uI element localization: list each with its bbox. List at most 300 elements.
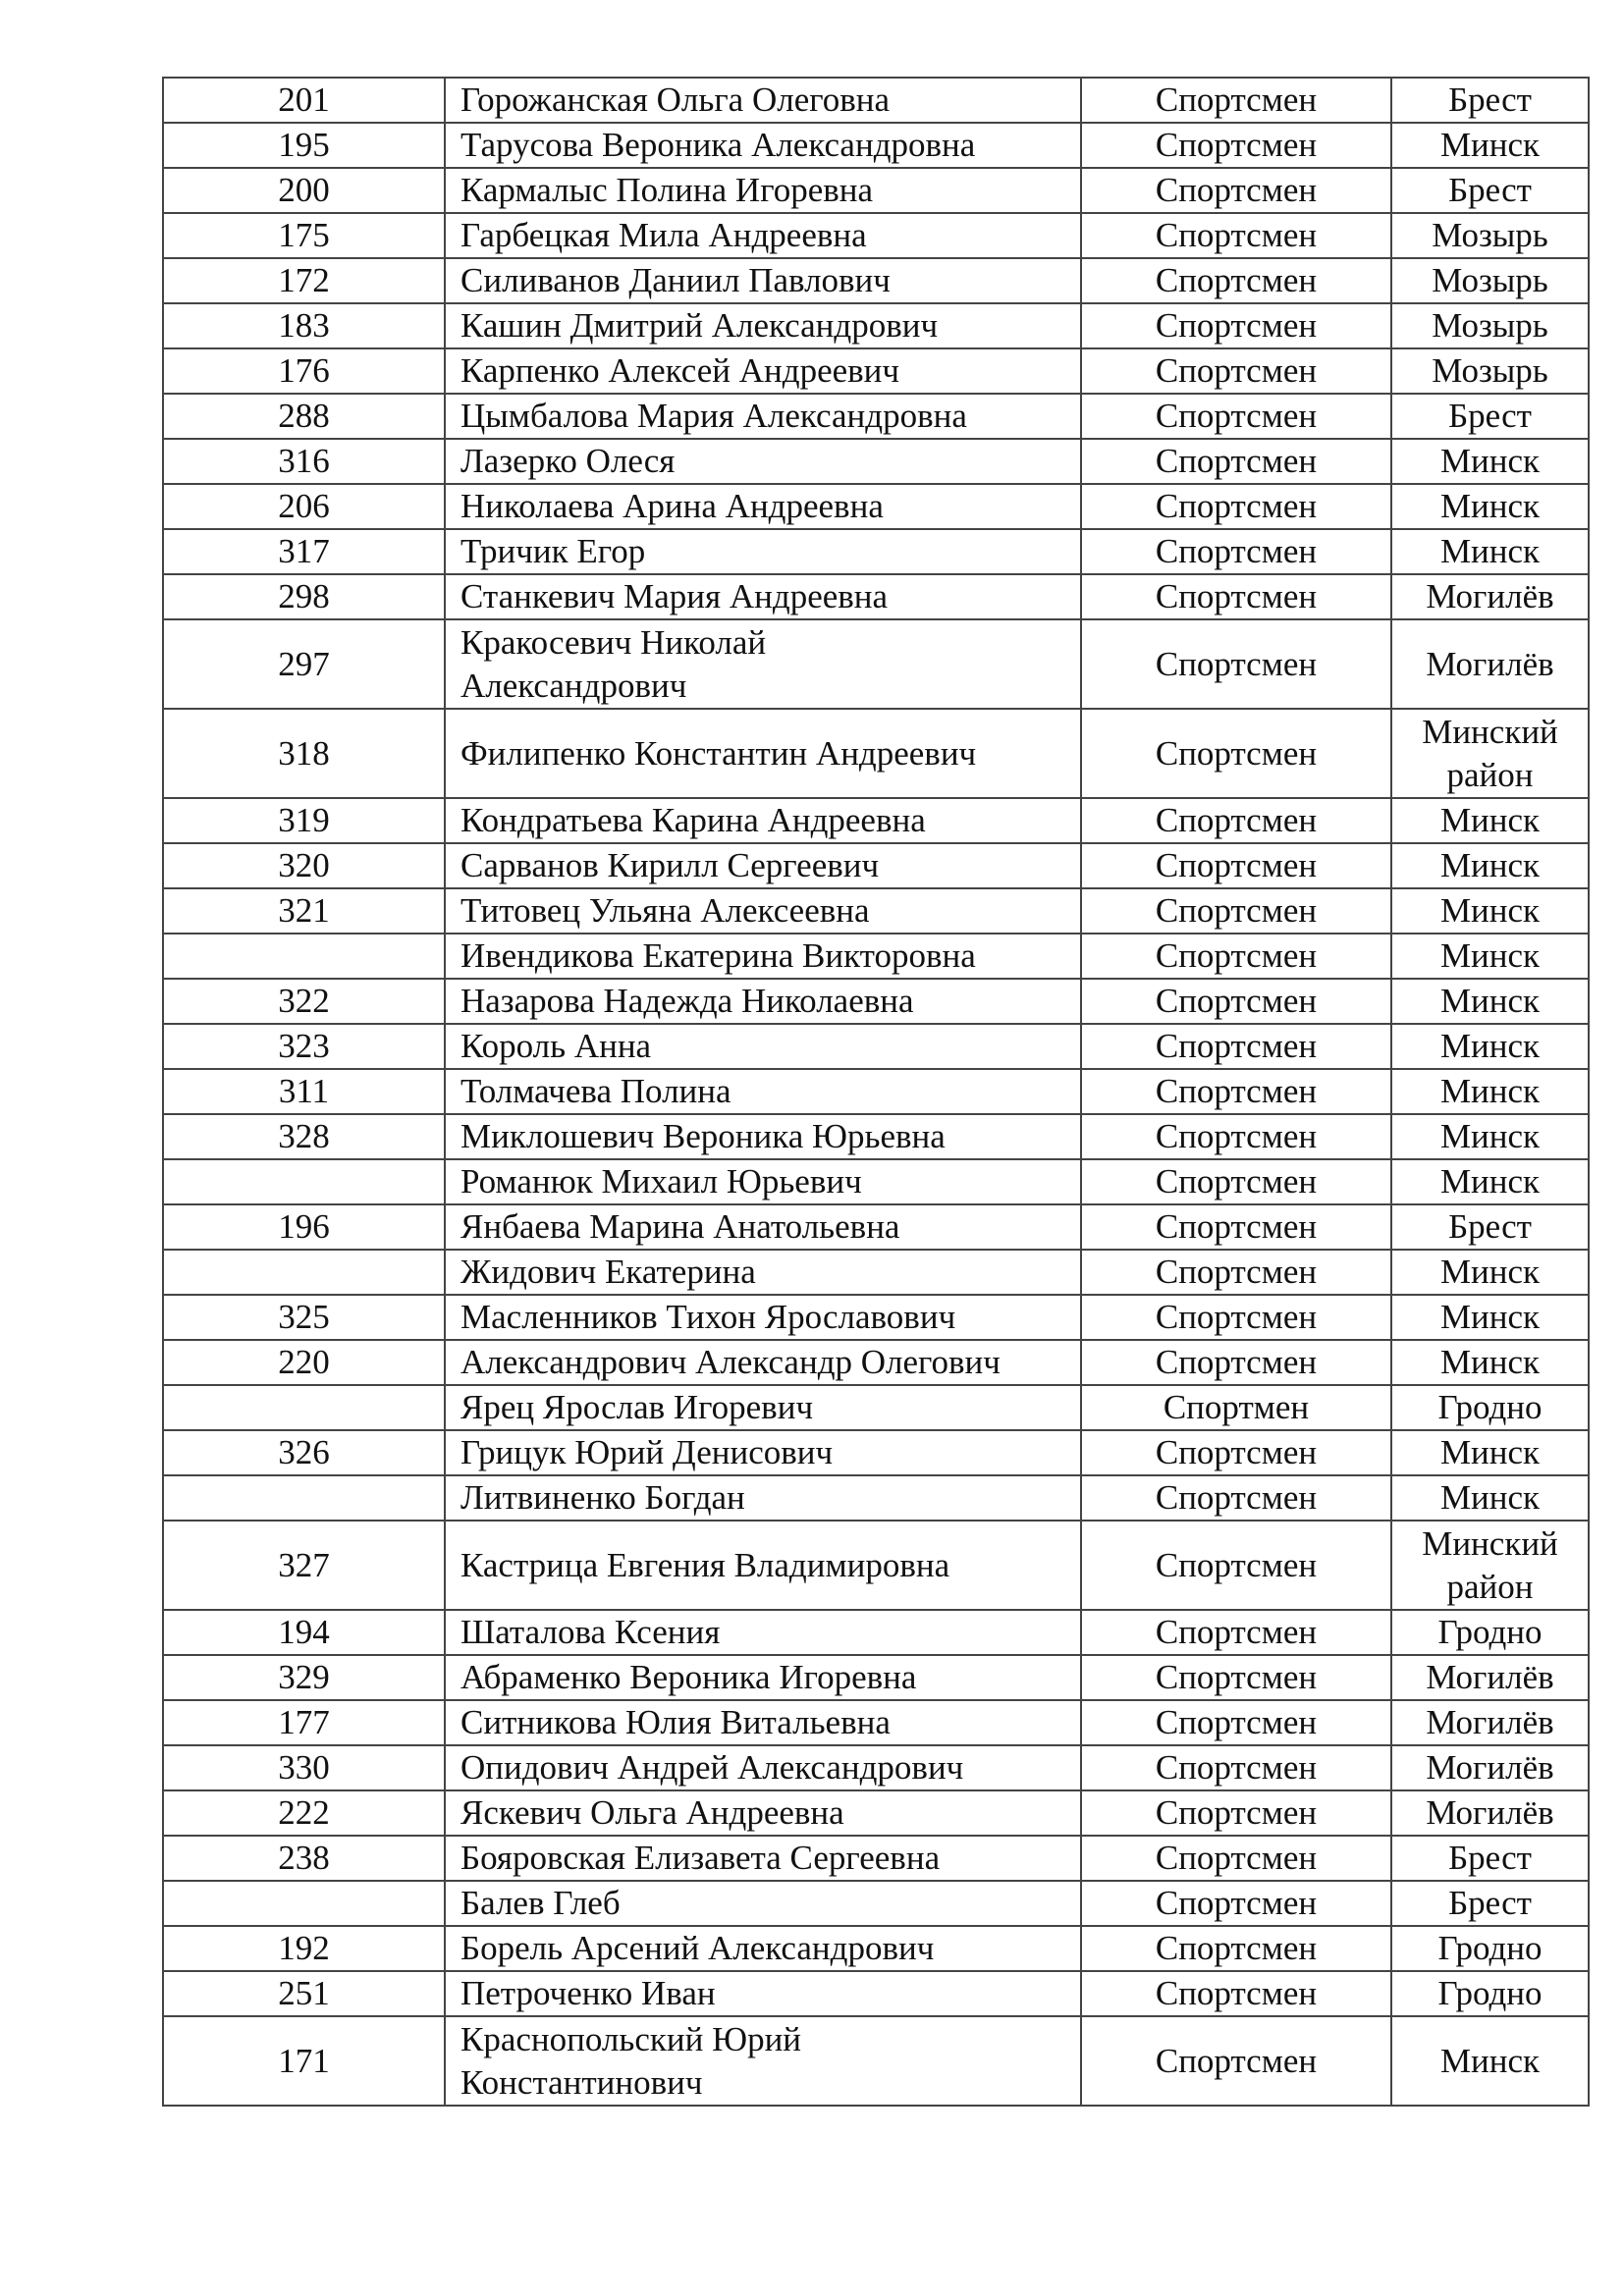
table-row [163,348,1589,394]
participant-name-cell [445,1790,1081,1836]
participant-name-cell [445,1159,1081,1204]
participant-role-cell-text: Спортсмен [1155,2041,1318,2080]
participant-role-cell [1081,1655,1391,1700]
participant-name-cell-text: Константинович [460,2062,703,2102]
participant-role-cell [1081,303,1391,348]
participant-role-cell [1081,1340,1391,1385]
participant-number-cell [163,1836,445,1881]
table-row [163,1655,1589,1700]
participants-table [162,77,1590,2107]
participant-name-cell [445,1700,1081,1745]
participant-name-cell [445,709,1081,798]
participant-name-cell-text: Ярец Ярослав Игоревич [460,1388,814,1426]
participant-number-cell [163,1430,445,1475]
participant-city-cell-text: Гродно [1437,1388,1543,1426]
participant-role-cell-text: Спортсмен [1155,1884,1318,1922]
participant-number-cell [163,798,445,843]
participant-role-cell-text: Спортсмен [1155,891,1318,930]
participant-number-cell-text: 316 [278,442,330,480]
participant-name-cell [445,1521,1081,1610]
participant-number-cell [163,574,445,619]
participant-number-cell-text: 325 [278,1298,330,1336]
participant-name-cell-text: Цымбалова Мария Александровна [460,397,967,435]
participant-name-cell-text: Назарова Надежда Николаевна [460,982,914,1020]
participant-name-cell-text: Тарусова Вероника Александровна [460,126,976,164]
participant-role-cell [1081,1295,1391,1340]
participant-number-cell [163,619,445,709]
participant-city-cell-text: Минск [1439,1433,1541,1471]
participant-number-cell-text: 183 [278,306,330,345]
participant-role-cell [1081,619,1391,709]
participant-name-cell [445,168,1081,213]
participant-name-cell [445,1295,1081,1340]
participant-name-cell-text: Король Анна [460,1027,652,1065]
participant-role-cell-text: Спортсмен [1155,261,1318,299]
participant-name-cell-text: Александрович Александр Олегович [460,1343,1001,1381]
participant-city-cell [1391,574,1589,619]
participant-role-cell-text: Спортсмен [1155,733,1318,773]
participant-number-cell [163,78,445,123]
participant-city-cell-text: Могилёв [1426,1748,1554,1787]
participant-name-cell-text: Масленников Тихон Ярославович [460,1298,956,1336]
participant-number-cell-text: 172 [278,261,330,299]
participant-role-cell [1081,1475,1391,1521]
table-row [163,798,1589,843]
participant-number-cell [163,1250,445,1295]
participant-role-cell [1081,843,1391,888]
participant-name-cell-text: Кастрица Евгения Владимировна [460,1545,950,1584]
participant-number-cell-text: 330 [278,1748,330,1787]
participant-number-cell-text: 323 [278,1027,330,1065]
table-row [163,574,1589,619]
participant-name-cell-text: Титовец Ульяна Алексеевна [460,891,870,930]
participant-role-cell-text: Спортсмен [1155,1433,1318,1471]
participant-city-cell-text: Могилёв [1426,577,1554,615]
participant-name-cell-text: Сарванов Кирилл Сергеевич [460,846,880,884]
participant-number-cell [163,1790,445,1836]
participant-role-cell [1081,934,1391,979]
participant-name-cell [445,213,1081,258]
participant-city-cell-text: Минск [1439,126,1541,164]
table-row [163,1881,1589,1926]
participant-city-cell-text: Мозырь [1432,306,1548,345]
participant-number-cell-text: 194 [278,1613,330,1651]
participant-city-cell-text: Минск [1439,982,1541,1020]
participant-number-cell [163,979,445,1024]
participant-city-cell-text: Брест [1448,1884,1532,1922]
participant-number-cell [163,1069,445,1114]
participant-city-cell [1391,78,1589,123]
participant-city-cell-text: Минск [1439,1253,1541,1291]
participant-number-cell [163,1745,445,1790]
participant-name-cell [445,78,1081,123]
participant-name-cell-text: Гарбецкая Мила Андреевна [460,216,867,254]
participant-role-cell [1081,168,1391,213]
participant-name-cell [445,2016,1081,2106]
participant-city-cell [1391,1385,1589,1430]
participant-role-cell-text: Спортсмен [1155,1253,1318,1291]
participant-number-cell [163,303,445,348]
participant-role-cell [1081,1521,1391,1610]
participant-city-cell [1391,1971,1589,2016]
participant-number-cell-text: 321 [278,891,330,930]
participant-city-cell-text: Гродно [1437,1929,1543,1967]
participant-city-cell-text: Мозырь [1432,261,1548,299]
participant-city-cell-text: Могилёв [1426,644,1554,683]
participant-city-cell [1391,1610,1589,1655]
participant-number-cell [163,1114,445,1159]
participant-city-cell-text: Минск [1439,1478,1541,1517]
participant-city-cell [1391,798,1589,843]
participant-role-cell-text: Спортсмен [1155,306,1318,345]
participant-number-cell-text: 238 [278,1839,330,1877]
participant-city-cell-text: Минск [1439,891,1541,930]
participant-role-cell-text: Спортсмен [1155,846,1318,884]
participant-name-cell-text: Жидович Екатерина [460,1253,756,1291]
participant-role-cell-text: Спортсмен [1155,487,1318,525]
table-row [163,979,1589,1024]
participant-number-cell [163,1521,445,1610]
participant-number-cell [163,1204,445,1250]
participant-number-cell-text: 319 [278,801,330,839]
participant-name-cell [445,888,1081,934]
table-row [163,1024,1589,1069]
participant-number-cell [163,1700,445,1745]
participant-number-cell [163,394,445,439]
participant-city-cell-text: Минск [1439,442,1541,480]
participant-name-cell [445,1340,1081,1385]
participant-role-cell-text: Спортсмен [1155,351,1318,390]
participant-role-cell-text: Спортсмен [1155,1072,1318,1110]
table-row [163,1790,1589,1836]
participant-number-cell [163,529,445,574]
participant-name-cell [445,1881,1081,1926]
participant-name-cell-text: Станкевич Мария Андреевна [460,577,889,615]
table-row [163,1114,1589,1159]
participant-number-cell-text: 220 [278,1343,330,1381]
participant-number-cell-text: 297 [278,644,330,683]
participant-city-cell-text: Минск [1439,1343,1541,1381]
participant-name-cell-text: Янбаева Марина Анатольевна [460,1207,900,1246]
participant-name-cell [445,574,1081,619]
participant-role-cell-text: Спортсмен [1155,1613,1318,1651]
participant-city-cell-text: Минск [1439,936,1541,975]
table-row [163,1745,1589,1790]
participant-role-cell [1081,1836,1391,1881]
participant-city-cell-text: Могилёв [1426,1658,1554,1696]
participant-name-cell-text: Николаева Арина Андреевна [460,487,884,525]
participant-role-cell-text: Спортсмен [1155,577,1318,615]
participant-city-cell-text: Брест [1448,397,1532,435]
participant-number-cell-text: 322 [278,982,330,1020]
participant-name-cell-text: Александрович [460,666,687,705]
participant-city-cell [1391,1655,1589,1700]
participant-number-cell [163,1926,445,1971]
participant-name-cell-text: Грицук Юрий Денисович [460,1433,834,1471]
participant-name-cell-text: Бояровская Елизавета Сергеевна [460,1839,941,1877]
participant-role-cell-text: Спортсмен [1155,801,1318,839]
participant-name-cell-text: Литвиненко Богдан [460,1478,745,1517]
participant-role-cell-text: Спортсмен [1155,442,1318,480]
participant-city-cell-text: Мозырь [1432,351,1548,390]
participant-role-cell [1081,78,1391,123]
participant-name-cell [445,1385,1081,1430]
participant-number-cell-text: 201 [278,80,330,119]
participant-role-cell-text: Спортсмен [1155,1703,1318,1741]
participant-city-cell [1391,394,1589,439]
participant-role-cell-text: Спортсмен [1155,1793,1318,1832]
participant-name-cell [445,1430,1081,1475]
table-row [163,1521,1589,1610]
participant-number-cell-text: 175 [278,216,330,254]
participant-city-cell-text: район [1446,755,1534,794]
participant-role-cell-text: Спортсмен [1155,1027,1318,1065]
participant-role-cell [1081,979,1391,1024]
participant-city-cell-text: Брест [1448,80,1532,119]
participant-city-cell [1391,1745,1589,1790]
participant-city-cell-text: Минск [1439,487,1541,525]
participant-number-cell [163,1881,445,1926]
participant-name-cell [445,394,1081,439]
table-row [163,484,1589,529]
participant-role-cell-text: Спортсмен [1155,80,1318,119]
participant-role-cell [1081,1700,1391,1745]
participant-role-cell-text: Спортмен [1163,1388,1310,1426]
participant-city-cell [1391,934,1589,979]
participant-city-cell-text: Минск [1439,1072,1541,1110]
participant-number-cell-text: 298 [278,577,330,615]
participant-role-cell-text: Спортсмен [1155,1839,1318,1877]
participant-number-cell [163,1655,445,1700]
participant-city-cell-text: Минск [1439,1298,1541,1336]
participant-role-cell [1081,1024,1391,1069]
participant-name-cell [445,484,1081,529]
participant-role-cell-text: Спортсмен [1155,1658,1318,1696]
participant-number-cell-text: 327 [278,1545,330,1584]
participant-role-cell [1081,709,1391,798]
participant-name-cell [445,258,1081,303]
participant-city-cell [1391,1926,1589,1971]
participant-role-cell-text: Спортсмен [1155,644,1318,683]
participant-city-cell [1391,1836,1589,1881]
participant-name-cell [445,798,1081,843]
participant-name-cell-text: Краснопольский Юрий [460,2019,802,2058]
participant-city-cell [1391,979,1589,1024]
participant-name-cell-text: Силиванов Даниил Павлович [460,261,891,299]
participant-name-cell [445,619,1081,709]
participant-name-cell [445,1971,1081,2016]
table-row [163,1069,1589,1114]
participant-city-cell [1391,1700,1589,1745]
participant-city-cell-text: Минск [1439,801,1541,839]
participant-city-cell [1391,709,1589,798]
participant-name-cell-text: Карпенко Алексей Андреевич [460,351,900,390]
participant-number-cell [163,123,445,168]
participant-name-cell [445,934,1081,979]
participant-role-cell [1081,1971,1391,2016]
table-row [163,1836,1589,1881]
participant-role-cell-text: Спортсмен [1155,1748,1318,1787]
participant-role-cell-text: Спортсмен [1155,532,1318,570]
participant-role-cell-text: Спортсмен [1155,171,1318,209]
participant-city-cell-text: Минский [1422,1523,1558,1563]
participant-name-cell [445,1024,1081,1069]
participant-city-cell [1391,123,1589,168]
participant-city-cell-text: Минск [1439,846,1541,884]
participant-city-cell-text: район [1446,1567,1534,1606]
participant-number-cell [163,1159,445,1204]
participant-role-cell-text: Спортсмен [1155,1974,1318,2012]
participant-city-cell-text: Брест [1448,1839,1532,1877]
participant-role-cell [1081,1069,1391,1114]
participant-city-cell-text: Брест [1448,1207,1532,1246]
participant-city-cell [1391,1159,1589,1204]
participant-number-cell [163,709,445,798]
participant-role-cell-text: Спортсмен [1155,936,1318,975]
participant-role-cell [1081,1790,1391,1836]
participant-number-cell-text: 176 [278,351,330,390]
participant-role-cell [1081,123,1391,168]
participant-role-cell [1081,1430,1391,1475]
participant-name-cell-text: Ивендикова Екатерина Викторовна [460,936,976,975]
participant-city-cell [1391,1114,1589,1159]
participant-city-cell [1391,1340,1589,1385]
participant-city-cell [1391,1024,1589,1069]
participant-name-cell-text: Борель Арсений Александрович [460,1929,935,1967]
participant-city-cell [1391,1204,1589,1250]
participant-city-cell [1391,213,1589,258]
participant-number-cell [163,843,445,888]
participant-number-cell-text: 318 [278,733,330,773]
table-row [163,1700,1589,1745]
table-row [163,1250,1589,1295]
participant-role-cell [1081,529,1391,574]
table-row [163,843,1589,888]
participant-city-cell [1391,619,1589,709]
participant-role-cell-text: Спортсмен [1155,1545,1318,1584]
participants-table-body [163,78,1589,2106]
participant-number-cell-text: 251 [278,1974,330,2012]
participant-name-cell-text: Ситникова Юлия Витальевна [460,1703,891,1741]
participant-role-cell [1081,1385,1391,1430]
participant-number-cell [163,484,445,529]
participant-name-cell-text: Петроченко Иван [460,1974,716,2012]
participant-city-cell [1391,1521,1589,1610]
participant-number-cell-text: 329 [278,1658,330,1696]
participant-role-cell-text: Спортсмен [1155,126,1318,164]
participant-role-cell [1081,258,1391,303]
participant-name-cell [445,1069,1081,1114]
participant-role-cell [1081,1204,1391,1250]
participant-city-cell [1391,1790,1589,1836]
participant-role-cell [1081,1159,1391,1204]
participant-number-cell-text: 288 [278,397,330,435]
participant-name-cell-text: Филипенко Константин Андреевич [460,733,977,773]
participant-number-cell [163,1295,445,1340]
participant-name-cell [445,979,1081,1024]
participant-role-cell [1081,394,1391,439]
table-row [163,1385,1589,1430]
participant-number-cell-text: 326 [278,1433,330,1471]
participant-number-cell [163,439,445,484]
participant-number-cell-text: 206 [278,487,330,525]
participant-name-cell-text: Кондратьева Карина Андреевна [460,801,926,839]
participant-city-cell-text: Минск [1439,2041,1541,2080]
participant-name-cell-text: Тричик Егор [460,532,646,570]
participant-role-cell [1081,2016,1391,2106]
participant-role-cell [1081,574,1391,619]
table-row [163,709,1589,798]
table-row [163,303,1589,348]
participant-number-cell [163,1024,445,1069]
table-row [163,888,1589,934]
participant-number-cell [163,1385,445,1430]
participant-role-cell [1081,1610,1391,1655]
participant-city-cell-text: Минск [1439,1117,1541,1155]
participant-role-cell-text: Спортсмен [1155,1343,1318,1381]
participant-name-cell [445,439,1081,484]
participant-name-cell-text: Кармалыс Полина Игоревна [460,171,874,209]
participant-number-cell-text: 317 [278,532,330,570]
participant-role-cell-text: Спортсмен [1155,1929,1318,1967]
participant-role-cell-text: Спортсмен [1155,1478,1318,1517]
participant-city-cell [1391,843,1589,888]
participant-role-cell [1081,1114,1391,1159]
participant-number-cell-text: 192 [278,1929,330,1967]
participant-city-cell [1391,439,1589,484]
participant-city-cell-text: Гродно [1437,1613,1543,1651]
participant-number-cell-text: 328 [278,1117,330,1155]
participant-city-cell-text: Минск [1439,1162,1541,1201]
participant-name-cell-text: Романюк Михаил Юрьевич [460,1162,862,1201]
participant-city-cell [1391,1475,1589,1521]
participant-number-cell-text: 177 [278,1703,330,1741]
participant-name-cell [445,843,1081,888]
participant-role-cell-text: Спортсмен [1155,1298,1318,1336]
participant-city-cell [1391,258,1589,303]
participant-city-cell-text: Минский [1422,712,1558,751]
participant-role-cell [1081,348,1391,394]
participant-city-cell [1391,2016,1589,2106]
table-row [163,529,1589,574]
table-row [163,168,1589,213]
participant-number-cell [163,1340,445,1385]
participant-name-cell-text: Балев Глеб [460,1884,621,1922]
participant-number-cell [163,213,445,258]
participant-role-cell [1081,798,1391,843]
participant-role-cell [1081,1745,1391,1790]
participant-number-cell [163,934,445,979]
participant-number-cell [163,1475,445,1521]
participant-number-cell-text: 195 [278,126,330,164]
participant-number-cell-text: 196 [278,1207,330,1246]
participant-city-cell [1391,1881,1589,1926]
participant-city-cell [1391,1295,1589,1340]
table-row [163,394,1589,439]
participant-role-cell [1081,1881,1391,1926]
participant-number-cell-text: 200 [278,171,330,209]
table-row [163,1926,1589,1971]
participant-name-cell-text: Миклошевич Вероника Юрьевна [460,1117,946,1155]
participant-number-cell-text: 222 [278,1793,330,1832]
participant-name-cell [445,529,1081,574]
participant-name-cell-text: Кашин Дмитрий Александрович [460,306,939,345]
participant-city-cell [1391,1250,1589,1295]
table-row [163,1971,1589,2016]
participant-name-cell [445,303,1081,348]
table-row [163,213,1589,258]
participant-city-cell [1391,888,1589,934]
